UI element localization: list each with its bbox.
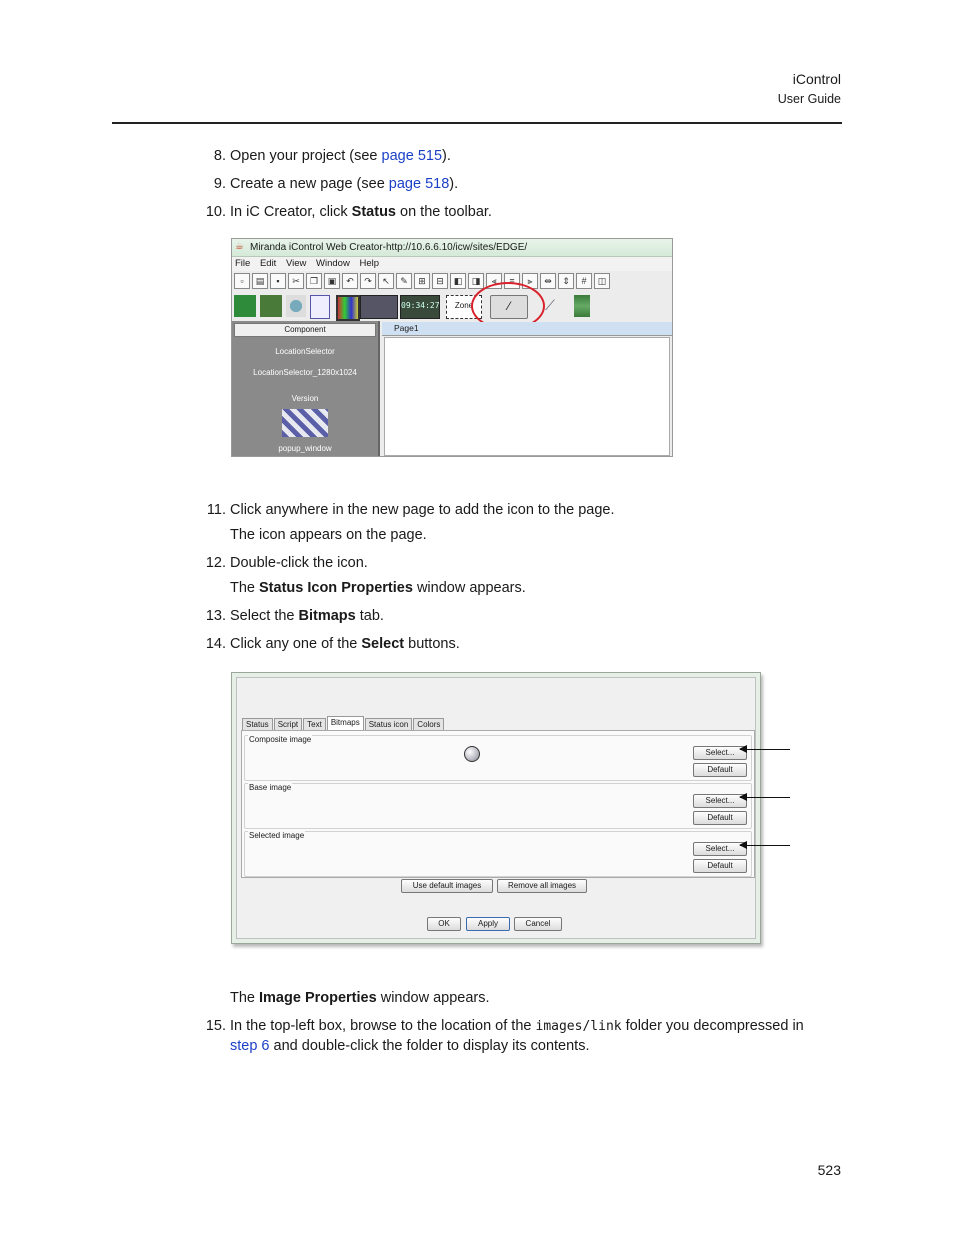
group-label: Base image: [249, 783, 292, 792]
back-icon[interactable]: ◨: [468, 273, 484, 289]
paste-icon[interactable]: ▣: [324, 273, 340, 289]
group-label: Selected image: [249, 831, 305, 840]
align-left-icon[interactable]: ⫷: [486, 273, 502, 289]
panel-item[interactable]: Version: [291, 394, 319, 403]
cancel-button[interactable]: Cancel: [514, 917, 562, 931]
grid-icon[interactable]: #: [576, 273, 592, 289]
spacing-icon[interactable]: ⇕: [558, 273, 574, 289]
size-icon[interactable]: ◫: [594, 273, 610, 289]
status-circle-icon: [464, 746, 480, 762]
step-15-continued: step 6 and double-click the folder to display its contents.: [230, 1038, 590, 1054]
menu-file[interactable]: File: [235, 258, 251, 269]
page-tab[interactable]: Page1: [382, 322, 672, 336]
component-icon[interactable]: [234, 295, 256, 317]
menu-help[interactable]: Help: [359, 258, 380, 269]
selected-image-group: [244, 831, 752, 877]
zone-button[interactable]: Zone: [446, 295, 482, 319]
clock-icon[interactable]: 09:34:27: [400, 295, 440, 319]
ok-button[interactable]: OK: [427, 917, 461, 931]
undo-icon[interactable]: ↶: [342, 273, 358, 289]
component-header[interactable]: Component: [234, 323, 376, 337]
menu-window[interactable]: Window: [316, 258, 350, 269]
step-12-result: The Status Icon Properties window appears.: [230, 580, 526, 596]
open-icon[interactable]: ▤: [252, 273, 268, 289]
toolbar-standard: [234, 273, 610, 290]
menu-edit[interactable]: Edit: [259, 258, 277, 269]
pen-icon[interactable]: ⟋: [545, 297, 555, 313]
creator-screenshot: [231, 238, 673, 457]
front-icon[interactable]: ◧: [450, 273, 466, 289]
composite-image-group: [244, 735, 752, 781]
header-rule: [112, 122, 842, 124]
callout-arrow: [740, 797, 790, 798]
component-bank-icon[interactable]: [260, 295, 282, 317]
step-14: 14. Click any one of the Select buttons.: [205, 636, 460, 652]
menu-bar: [232, 257, 672, 271]
tab-status[interactable]: Status: [242, 718, 273, 731]
group-icon[interactable]: ⊞: [414, 273, 430, 289]
link-page-515[interactable]: page 515: [381, 148, 443, 164]
format-icon[interactable]: ✎: [396, 273, 412, 289]
component-panel: [232, 321, 380, 456]
default-button-composite[interactable]: Default: [693, 763, 747, 777]
status-icon-properties-screenshot: [231, 672, 761, 944]
callout-arrow: [740, 845, 790, 846]
select-button-composite[interactable]: Select...: [693, 746, 747, 760]
default-button-base[interactable]: Default: [693, 811, 747, 825]
link-page-518[interactable]: page 518: [388, 176, 450, 192]
image-properties-result: The Image Properties window appears.: [230, 990, 490, 1006]
cut-icon[interactable]: ✂: [288, 273, 304, 289]
device-icon[interactable]: [360, 295, 398, 319]
monitor-icon[interactable]: [336, 295, 360, 321]
tab-status-icon[interactable]: Status icon: [365, 718, 413, 731]
use-default-images-button[interactable]: Use default images: [401, 879, 493, 893]
panel-item[interactable]: popup_window: [278, 444, 332, 453]
globe-icon[interactable]: [286, 295, 306, 317]
panel-item[interactable]: LocationSelector: [275, 347, 335, 356]
align-center-icon[interactable]: ≡: [504, 273, 520, 289]
page-canvas[interactable]: [384, 337, 670, 456]
header-title: iControl: [792, 71, 841, 87]
step-13: 13. Select the Bitmaps tab.: [205, 608, 384, 624]
bitmaps-panel: [241, 730, 755, 878]
tab-colors[interactable]: Colors: [413, 718, 444, 731]
tab-script[interactable]: Script: [274, 718, 302, 731]
step-11: 11. Click anywhere in the new page to add the icon to the page.: [206, 502, 615, 518]
level-meter-icon[interactable]: [574, 295, 590, 317]
redo-icon[interactable]: ↷: [360, 273, 376, 289]
tree-icon[interactable]: [310, 295, 330, 319]
apply-button[interactable]: Apply: [466, 917, 510, 931]
remove-all-images-button[interactable]: Remove all images: [497, 879, 587, 893]
new-icon[interactable]: ▫: [234, 273, 250, 289]
select-button-base[interactable]: Select...: [693, 794, 747, 808]
panel-item[interactable]: LocationSelector_1280x1024: [253, 368, 357, 377]
step-11-result: The icon appears on the page.: [230, 527, 427, 543]
step-15: 15. In the top-left box, browse to the location of the images/link folder you decompressed in: [205, 1018, 804, 1034]
step-8: 8. Open your project (see page 515).: [213, 148, 451, 164]
copy-icon[interactable]: ❐: [306, 273, 322, 289]
callout-arrow: [740, 749, 790, 750]
link-step-6[interactable]: step 6: [230, 1038, 270, 1054]
menu-view[interactable]: View: [285, 258, 307, 269]
tab-text[interactable]: Text: [303, 718, 326, 731]
select-button-selected[interactable]: Select...: [693, 842, 747, 856]
window-titlebar: ☕ Miranda iControl Web Creator-http://10.6.6.10/icw/sites/EDGE/: [232, 239, 672, 257]
tab-bitmaps[interactable]: Bitmaps: [327, 716, 364, 731]
distribute-icon[interactable]: ⇹: [540, 273, 556, 289]
align-right-icon[interactable]: ⫸: [522, 273, 538, 289]
ungroup-icon[interactable]: ⊟: [432, 273, 448, 289]
step-10: 10. In iC Creator, click Status on the toolbar.: [205, 204, 492, 220]
step-12: 12. Double-click the icon.: [205, 555, 368, 571]
base-image-group: [244, 783, 752, 829]
dialog-body: [236, 677, 756, 939]
java-icon: ☕: [235, 241, 244, 252]
status-icon: ⁄: [507, 299, 510, 313]
popup-window-thumbnail[interactable]: [282, 409, 328, 437]
pointer-icon[interactable]: ↖: [378, 273, 394, 289]
step-9: 9. Create a new page (see page 518).: [213, 176, 459, 192]
header-subtitle: User Guide: [777, 92, 841, 106]
save-icon[interactable]: ▪: [270, 273, 286, 289]
properties-tabs: [242, 716, 445, 730]
default-button-selected[interactable]: Default: [693, 859, 747, 873]
group-label: Composite image: [249, 735, 312, 744]
page-number: 523: [817, 1162, 841, 1178]
